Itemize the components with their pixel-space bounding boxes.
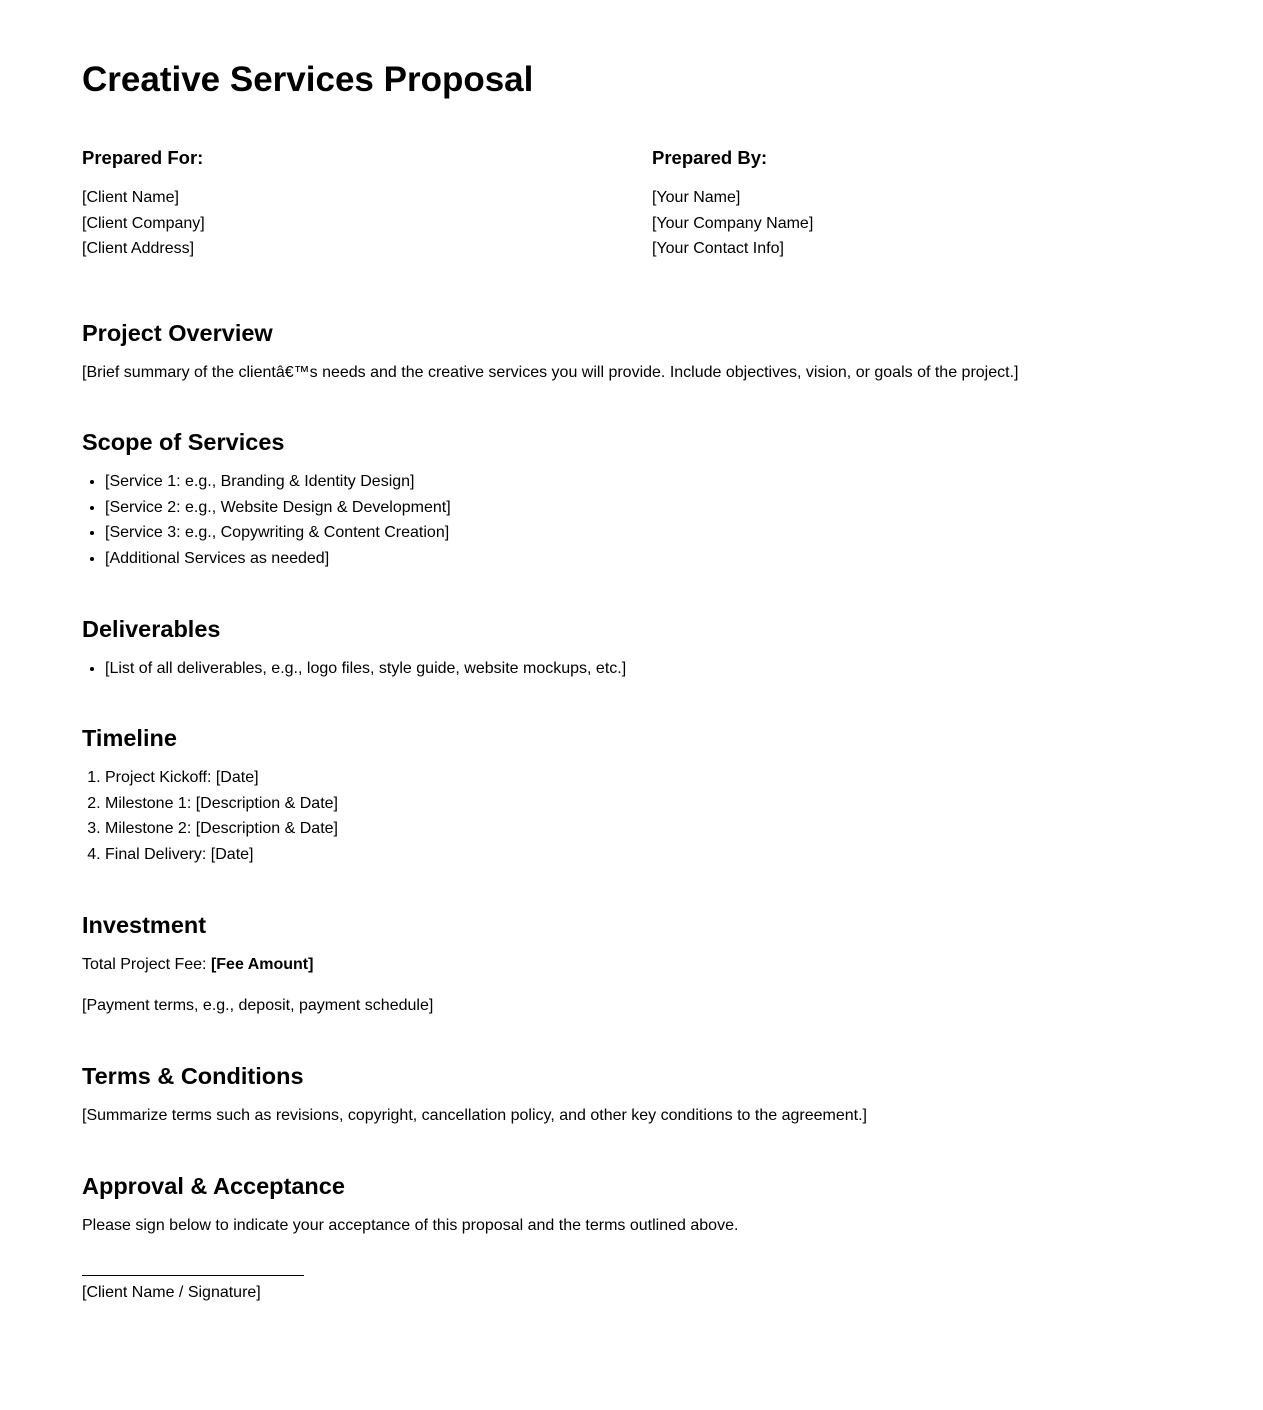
approval-body: Please sign below to indicate your acceptance of this proposal and the terms outlined above. — [82, 1217, 739, 1234]
section-heading: Scope of Services — [82, 429, 285, 455]
document-title: Creative Services Proposal — [82, 60, 534, 99]
list-item: • [Additional Services as needed] — [105, 546, 1182, 572]
your-name: [Your Name] — [652, 189, 741, 206]
section-deliverables — [82, 614, 1182, 682]
list-item: 2. Milestone 1: [Description & Date] — [105, 791, 1182, 817]
prepared-for-heading: Prepared For: — [82, 147, 204, 168]
section-timeline — [82, 723, 1182, 868]
client-address: [Client Address] — [82, 240, 195, 258]
signature-line — [82, 1275, 304, 1276]
prepared-for-lines — [82, 185, 205, 262]
terms-body: [Summarize terms such as revisions, copyright, cancellation policy, and other key conditions to the agreement.] — [82, 1107, 867, 1124]
client-company: [Client Company] — [82, 214, 205, 232]
your-contact-info: [Your Contact Info] — [652, 240, 784, 258]
section-terms-conditions — [82, 1061, 1182, 1129]
list-item: 3. Milestone 2: [Description & Date] — [105, 816, 1182, 842]
section-heading: Timeline — [82, 725, 177, 751]
list-item: • [List of all deliverables, e.g., logo files, style guide, website mockups, etc.] — [105, 656, 1182, 682]
section-heading: Terms & Conditions — [82, 1063, 304, 1089]
services-list — [82, 469, 1182, 572]
prepared-by-lines — [652, 185, 813, 262]
client-name: [Client Name] — [82, 189, 179, 206]
prepared-by-block — [652, 145, 813, 262]
section-heading: Investment — [82, 912, 207, 938]
section-investment — [82, 910, 1182, 1018]
list-item: • [Service 3: e.g., Copywriting & Content Creation] — [105, 520, 1182, 546]
deliverables-list — [82, 656, 1182, 682]
fee-amount: [Fee Amount] — [210, 956, 314, 973]
list-item: 4. Final Delivery: [Date] — [105, 842, 1182, 868]
overview-body: [Brief summary of the clientâ€™s needs and the creative services you will provide. Include objectives, vision, or goals of the project.] — [82, 364, 1019, 381]
prepared-for-block — [82, 145, 205, 262]
timeline-list — [82, 765, 1182, 868]
section-project-overview — [82, 318, 1182, 386]
section-heading: Approval & Acceptance — [82, 1173, 345, 1199]
parties-block — [82, 145, 1182, 275]
signature-label: [Client Name / Signature] — [82, 1283, 261, 1301]
prepared-by-heading: Prepared By: — [652, 147, 768, 168]
section-heading: Project Overview — [82, 320, 273, 346]
fee-label: Total Project Fee: — [82, 956, 211, 973]
list-item: • [Service 2: e.g., Website Design & Development] — [105, 495, 1182, 521]
list-item: • [Service 1: e.g., Branding & Identity Design] — [105, 469, 1182, 495]
list-item: 1. Project Kickoff: [Date] — [105, 765, 1182, 791]
section-heading: Deliverables — [82, 616, 221, 642]
section-approval-acceptance — [82, 1171, 1182, 1302]
section-scope-of-services — [82, 427, 1182, 572]
payment-terms: [Payment terms, e.g., deposit, payment schedule] — [82, 996, 434, 1014]
total-fee-line — [82, 952, 1182, 978]
your-company-name: [Your Company Name] — [652, 214, 814, 232]
